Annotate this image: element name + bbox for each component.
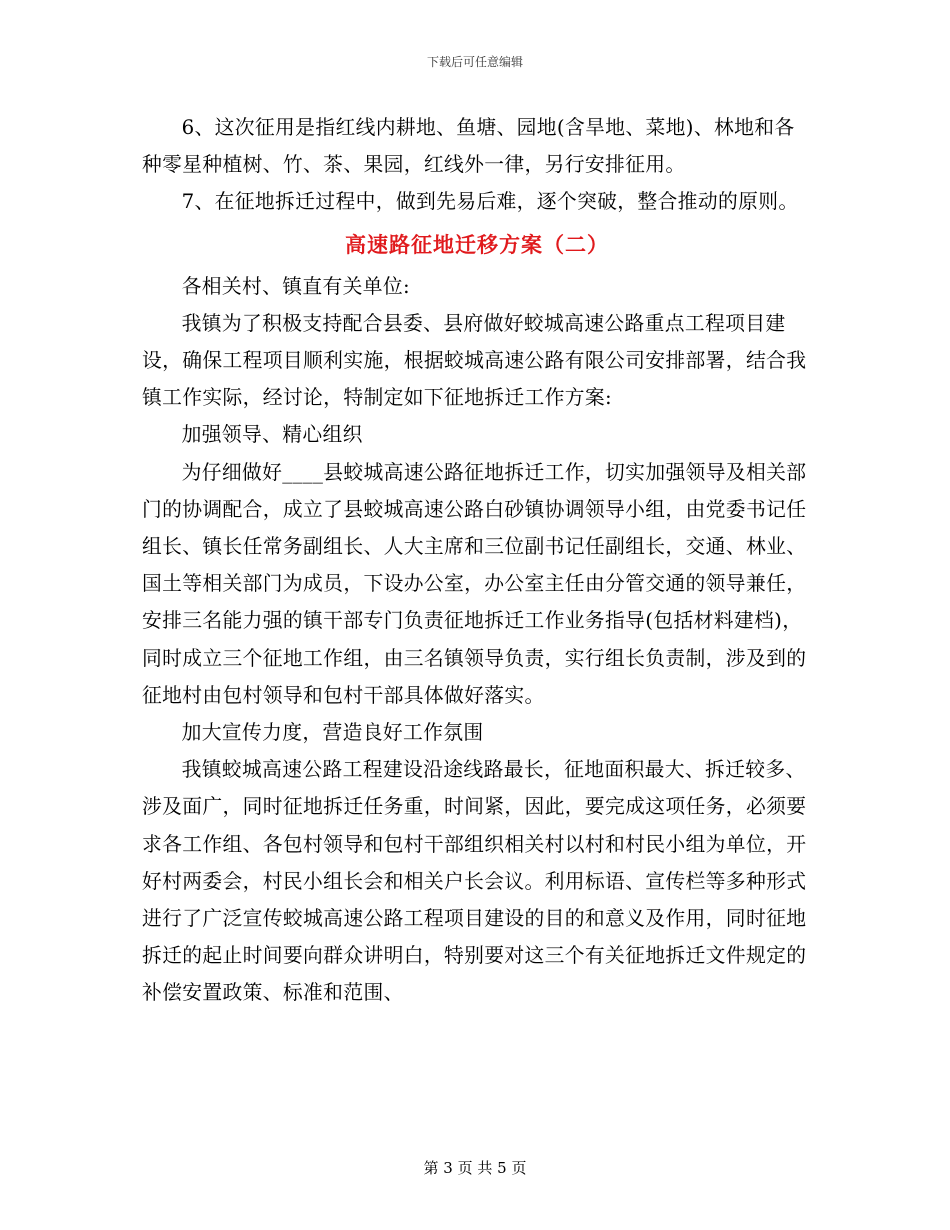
heading-leadership: 加强领导、精心组织 [181, 423, 363, 447]
paragraph-item-7: 7、在征地拆迁过程中，做到先易后难，逐个突破，整合推动的原则。 [181, 190, 799, 214]
salutation: 各相关村、镇直有关单位: [181, 274, 411, 298]
paragraph-leadership: 为仔细做好____县蛟城高速公路征地拆迁工作，切实加强领导及相关部门的协调配合，成立了县蛟城高速公路白砂镇协调领导小组，由党委书记任组长、镇长任常务副组长、人大主席和三位副书记任副组长，交通、林业、国土等相关部门为成员，下设办公室，办公室主任由分管交通的领导兼任，安排三名能力强的镇干部专门负责征地拆迁工作业务指导(包括材料建档)，同时成立三个征地工作组，由三名镇领导负责，实行组长负责制，涉及到的征地村由包村领导和包村干部具体做好落实。 [142, 460, 807, 707]
paragraph-publicity: 我镇蛟城高速公路工程建设沿途线路最长，征地面积最大、拆迁较多、涉及面广，同时征地拆迁任务重，时间紧，因此，要完成这项任务，必须要求各工作组、各包村领导和包村干部组织相关村以村和村民小组为单位，开好村两委会，村民小组长会和相关户长会议。利用标语、宣传栏等多种形式进行了广泛宣传蛟城高速公路工程项目建设的目的和意义及作用，同时征地拆迁的起止时间要向群众讲明白，特别要对这三个有关征地拆迁文件规定的补偿安置政策、标准和范围、 [142, 758, 807, 1005]
heading-publicity: 加大宣传力度，营造良好工作氛围 [181, 721, 484, 745]
document-body [142, 109, 812, 1012]
page-footer: 第 3 页 共 5 页 [423, 1159, 527, 1177]
section-title: 高速路征地迁移方案（二） [345, 231, 609, 257]
paragraph-intro: 我镇为了积极支持配合县委、县府做好蛟城高速公路重点工程项目建设，确保工程项目顺利实施，根据蛟城高速公路有限公司安排部署，结合我镇工作实际，经讨论，特制定如下征地拆迁工作方案: [142, 311, 807, 410]
page-header: 下载后可任意编辑 [426, 55, 523, 69]
paragraph-item-6: 6、这次征用是指红线内耕地、鱼塘、园地(含旱地、菜地)、林地和各种零星种植树、竹、茶、果园，红线外一律，另行安排征用。 [142, 116, 795, 177]
